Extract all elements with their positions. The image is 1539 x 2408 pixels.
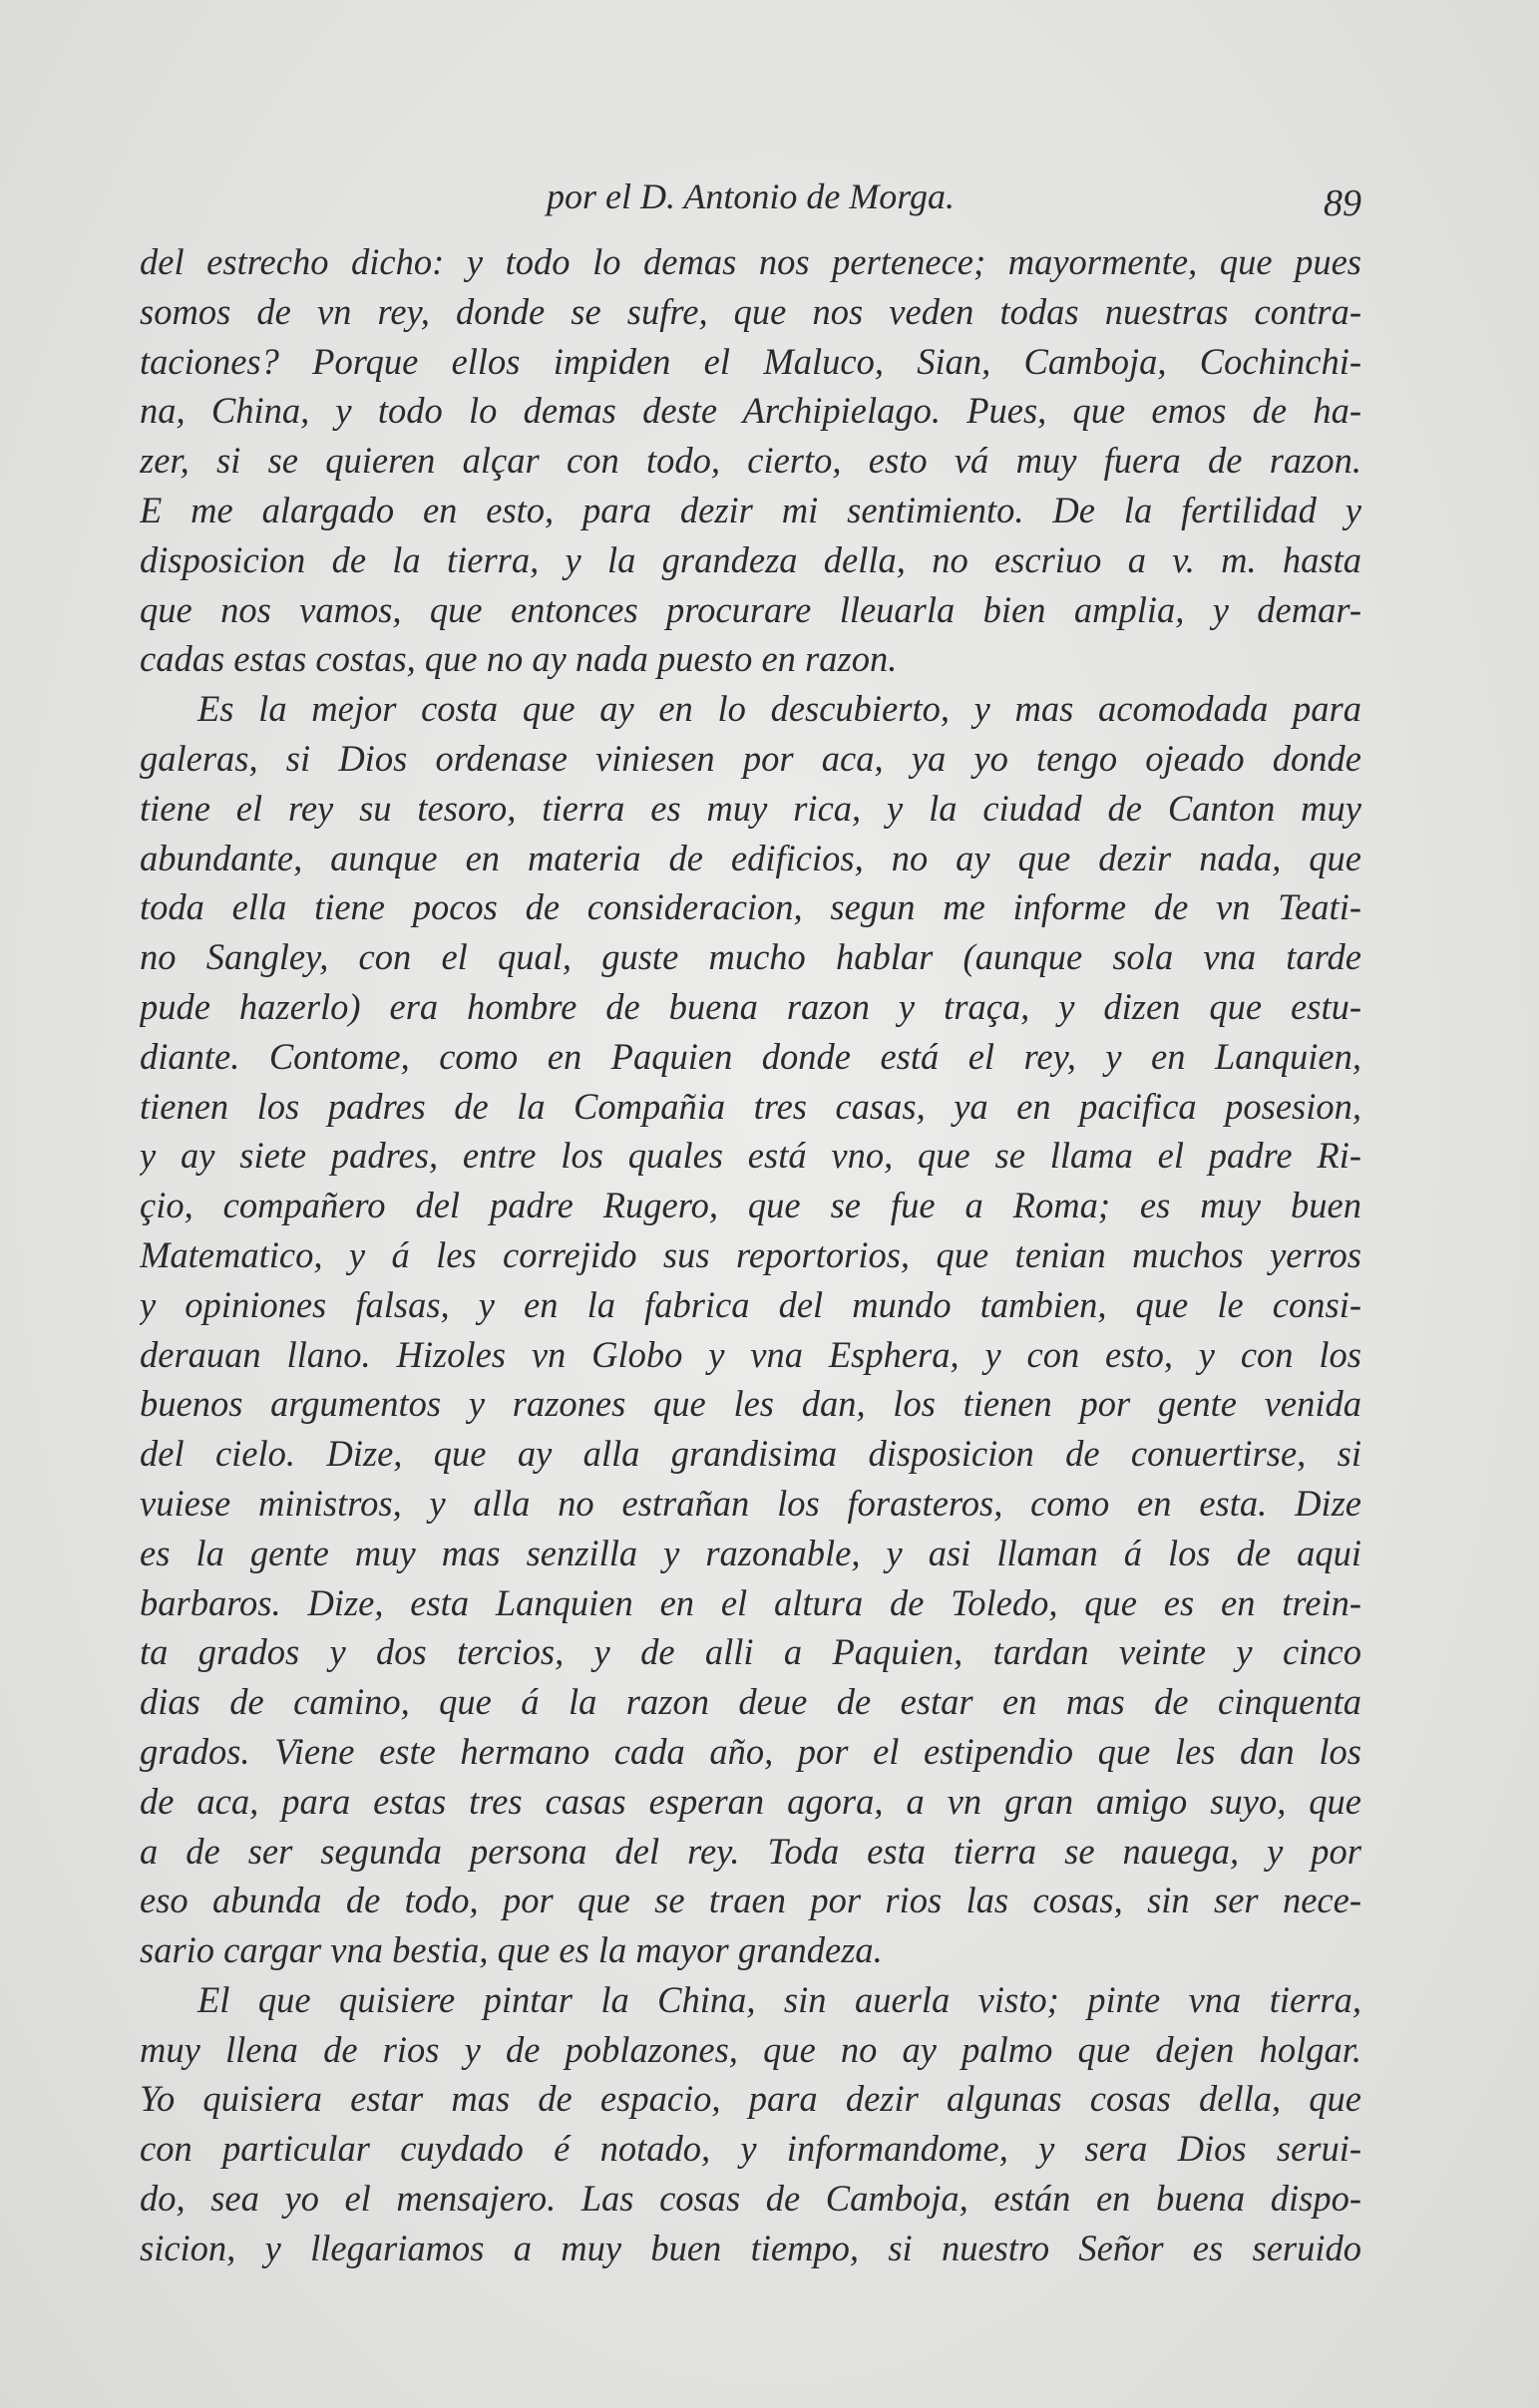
text-line: vuiese ministros, y alla no estrañan los forasteros, como en esta. Dize	[140, 1482, 1361, 1524]
paragraph	[140, 1975, 1361, 2273]
text-line: grados. Viene este hermano cada año, por el estipendio que les dan los	[140, 1730, 1361, 1772]
text-line: derauan llano. Hizoles vn Globo y vna Esphera, y con esto, y con los	[140, 1333, 1361, 1375]
text-line: buenos argumentos y razones que les dan, los tienen por gente venida	[140, 1383, 1361, 1425]
text-line: Yo quisiera estar mas de espacio, para dezir algunas cosas della, que	[140, 2078, 1361, 2120]
text-line: del cielo. Dize, que ay alla grandisima disposicion de conuertirse, si	[140, 1433, 1361, 1475]
text-line: Matematico, y á les correjido sus reportorios, que tenian muchos yerros	[140, 1233, 1361, 1275]
text-line: ta grados y dos tercios, y de alli a Paquien, tardan veinte y cinco	[140, 1631, 1361, 1673]
text-line: diante. Contome, como en Paquien donde está el rey, y en Lanquien,	[140, 1035, 1361, 1077]
text-line: disposicion de la tierra, y la grandeza della, no escriuo a v. m. hasta	[140, 538, 1361, 580]
paragraph	[140, 237, 1361, 684]
text-line: del estrecho dicho: y todo lo demas nos pertenece; mayormente, que pues	[140, 241, 1361, 282]
text-line: El que quisiere pintar la China, sin auerla visto; pinte vna tierra,	[197, 1978, 1361, 2020]
text-line: tiene el rey su tesoro, tierra es muy rica, y la ciudad de Canton muy	[140, 787, 1361, 829]
text-line: de aca, para estas tres casas esperan agora, a vn gran amigo suyo, que	[140, 1780, 1361, 1822]
text-line: abundante, aunque en materia de edificios, no ay que dezir nada, que	[140, 837, 1361, 878]
text-line: con particular cuydado é notado, y informandome, y sera Dios serui-	[140, 2128, 1361, 2170]
text-line: a de ser segunda persona del rey. Toda esta tierra se nauega, y por	[140, 1830, 1361, 1872]
text-line: pude hazerlo) era hombre de buena razon y traça, y dizen que estu-	[140, 985, 1361, 1027]
text-line: muy llena de rios y de poblazones, que no ay palmo que dejen holgar.	[140, 2028, 1361, 2070]
body-text	[140, 237, 1361, 2273]
text-line: eso abunda de todo, por que se traen por rios las cosas, sin ser nece-	[140, 1880, 1361, 1921]
text-line: taciones? Porque ellos impiden el Maluco, Sian, Camboja, Cochinchi-	[140, 340, 1361, 382]
text-line: que nos vamos, que entonces procurare lleuarla bien amplia, y demar-	[140, 588, 1361, 630]
page-number: 89	[1324, 182, 1361, 224]
running-title: por el D. Antonio de Morga.	[547, 176, 955, 216]
text-line: galeras, si Dios ordenase viniesen por aca, ya yo tengo ojeado donde	[140, 737, 1361, 779]
text-line: dias de camino, que á la razon deue de estar en mas de cinquenta	[140, 1681, 1361, 1723]
running-head	[140, 172, 1361, 224]
text-line: somos de vn rey, donde se sufre, que nos veden todas nuestras contra-	[140, 290, 1361, 332]
text-line: toda ella tiene pocos de consideracion, segun me informe de vn Teati-	[140, 886, 1361, 928]
text-line: na, China, y todo lo demas deste Archipielago. Pues, que emos de ha-	[140, 390, 1361, 432]
text-line: E me alargado en esto, para dezir mi sentimiento. De la fertilidad y	[140, 489, 1361, 530]
text-line: cadas estas costas, que no ay nada puesto en razon.	[140, 638, 898, 680]
text-line: tienen los padres de la Compañia tres casas, ya en pacifica posesion,	[140, 1085, 1361, 1127]
text-line: y ay siete padres, entre los quales está vno, que se llama el padre Ri-	[140, 1135, 1361, 1177]
paragraph	[140, 684, 1361, 1975]
text-line: no Sangley, con el qual, guste mucho hablar (aunque sola vna tarde	[140, 936, 1361, 978]
text-line: çio, compañero del padre Rugero, que se fue a Roma; es muy buen	[140, 1185, 1361, 1226]
text-line: es la gente muy mas senzilla y razonable, y asi llaman á los de aqui	[140, 1532, 1361, 1573]
text-line: sario cargar vna bestia, que es la mayor grandeza.	[140, 1929, 883, 1971]
text-line: sicion, y llegariamos a muy buen tiempo, si nuestro Señor es seruido	[140, 2227, 1361, 2268]
text-line: y opiniones falsas, y en la fabrica del mundo tambien, que le consi-	[140, 1283, 1361, 1325]
text-line: barbaros. Dize, esta Lanquien en el altura de Toledo, que es en trein-	[140, 1581, 1361, 1623]
text-line: do, sea yo el mensajero. Las cosas de Camboja, están en buena dispo-	[140, 2178, 1361, 2220]
text-line: Es la mejor costa que ay en lo descubierto, y mas acomodada para	[197, 688, 1361, 730]
text-line: zer, si se quieren alçar con todo, cierto, esto vá muy fuera de razon.	[140, 440, 1361, 482]
